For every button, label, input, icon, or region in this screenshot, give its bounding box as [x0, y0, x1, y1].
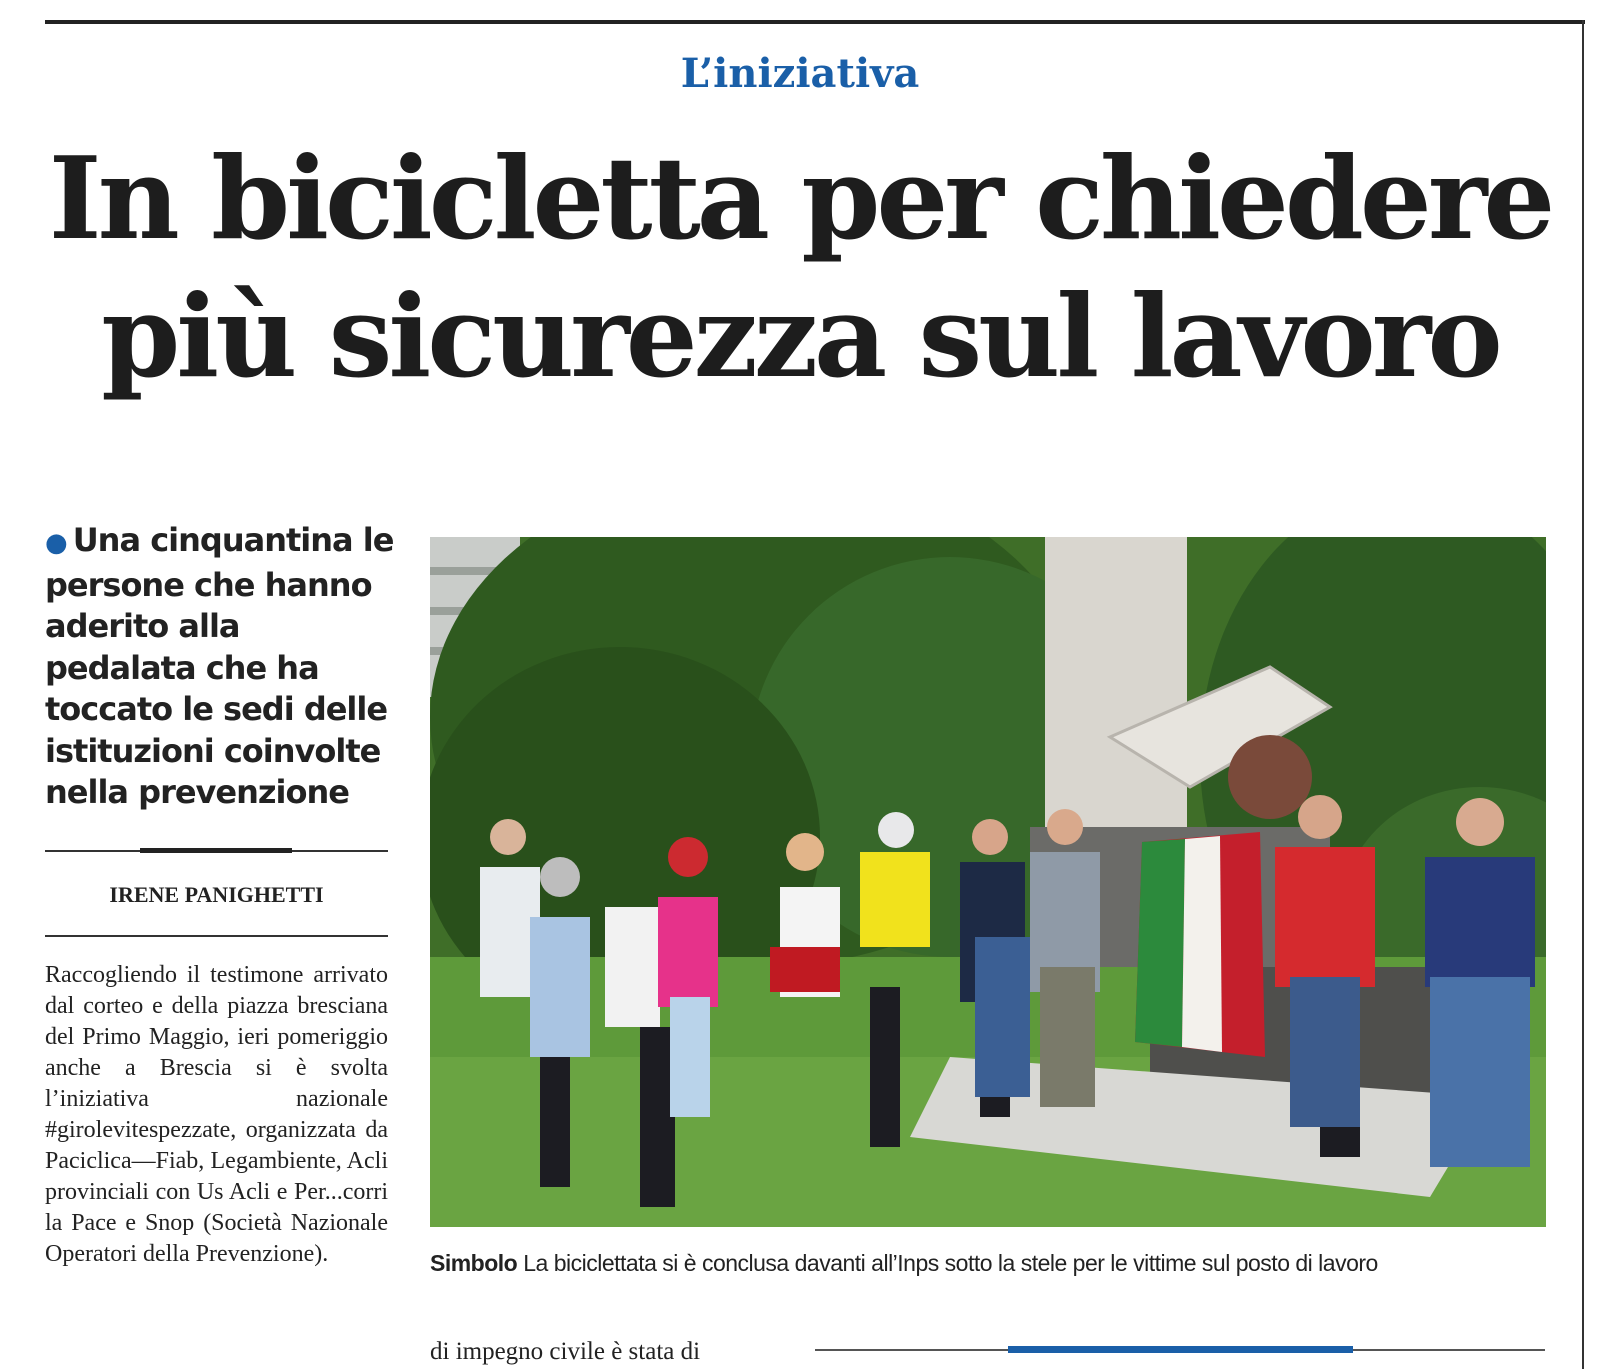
summary: [45, 520, 395, 814]
photo-caption: [430, 1250, 1546, 1277]
caption-label: Simbolo: [430, 1250, 518, 1276]
top-rule: [45, 20, 1585, 24]
byline: IRENE PANIGHETTI: [109, 882, 324, 907]
kicker: L’iniziativa: [680, 50, 920, 97]
article-photo: [430, 537, 1546, 1227]
headline: In bicicletta per chiedere più sicurezza sul lavoro: [48, 132, 1552, 403]
column-rule: [1582, 20, 1584, 1369]
divider-accent: [140, 848, 292, 853]
photo-scene: [430, 537, 1546, 1227]
article-body: Raccogliendo il testimone arrivato dal corteo e della piazza bresciana del Primo Maggio, ieri pomeriggio anche a Brescia si è svolta l’iniziativa nazionale #girolevitespezzate, organizzata da Paciclica—Fiab, Legambiente, Acli provinciali con Us Acli e Per...corri la Pace e Snop (Società Nazionale Operatori della Prevenzione).: [45, 962, 388, 1267]
bullet-icon: ●: [45, 528, 67, 558]
caption-text: La biciclettata si è conclusa davanti all’Inps sotto la stele per le vittime sul posto di lavoro: [523, 1250, 1378, 1276]
summary-text: Una cinquantina le persone che hanno aderito alla pedalata che ha toccato le sedi delle istituzioni coinvolte nella prevenzione: [45, 521, 394, 811]
continued-text: di impegno civile è stata di: [430, 1338, 701, 1365]
divider: [45, 935, 388, 937]
bottom-accent: [1008, 1346, 1353, 1353]
